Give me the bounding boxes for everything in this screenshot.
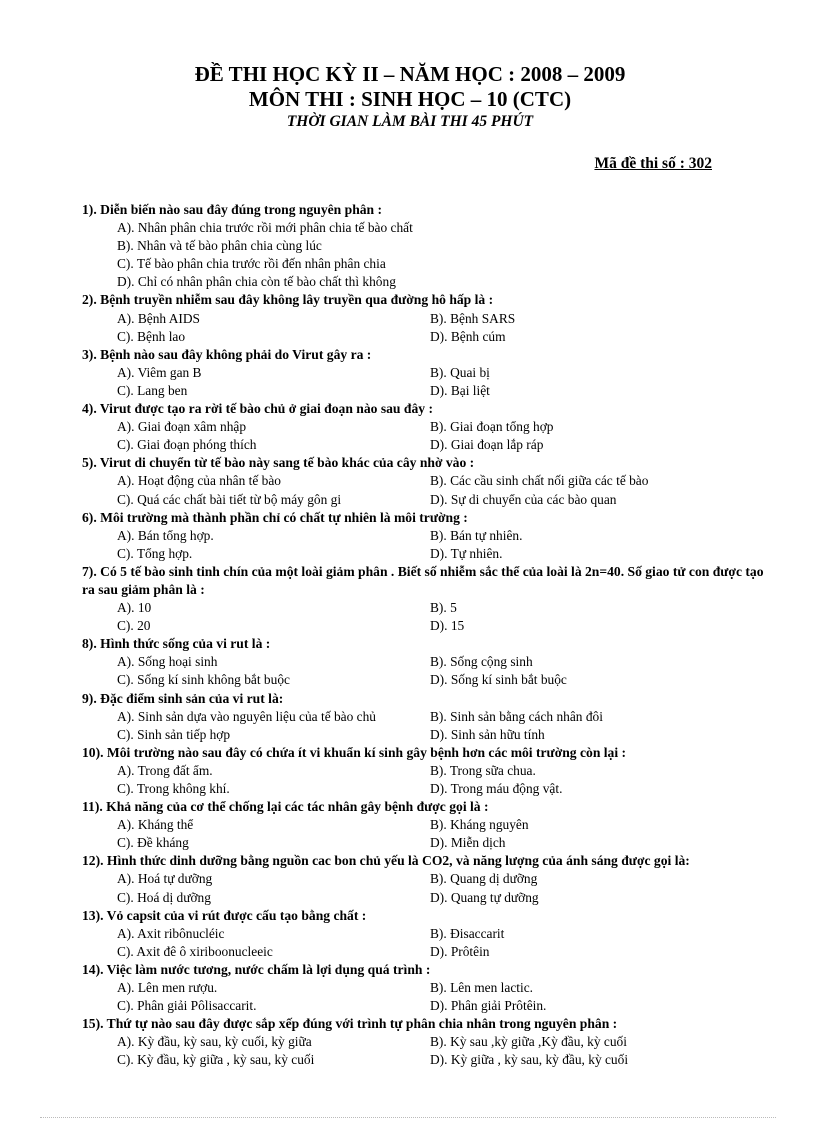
option[interactable]: A). Viêm gan B bbox=[117, 364, 202, 380]
option[interactable]: D). Bệnh cúm bbox=[430, 328, 506, 344]
exam-duration: THỜI GIAN LÀM BÀI THI 45 PHÚT bbox=[286, 113, 534, 130]
question-stem: 3). Bệnh nào sau đây không phải do Virut gây ra : bbox=[82, 346, 372, 362]
option[interactable]: C). Quá các chất bài tiết từ bộ máy gôn gi bbox=[117, 491, 342, 507]
option[interactable]: A). Kỳ đầu, kỳ sau, kỳ cuối, kỳ giữa bbox=[117, 1034, 312, 1050]
question bbox=[82, 563, 772, 635]
option[interactable]: D). Giai đoạn lắp ráp bbox=[430, 437, 544, 453]
question bbox=[82, 1015, 772, 1069]
question bbox=[82, 509, 772, 563]
option[interactable]: B). Kỳ sau ,kỳ giữa ,Kỳ đầu, kỳ cuối bbox=[430, 1034, 627, 1050]
option[interactable]: D). 15 bbox=[430, 618, 465, 634]
question bbox=[82, 907, 772, 961]
question bbox=[82, 454, 772, 508]
option[interactable]: B). 5 bbox=[430, 600, 457, 616]
option[interactable]: A). Bệnh AIDS bbox=[117, 310, 200, 326]
option[interactable]: C). Sinh sản tiếp hợp bbox=[117, 726, 231, 742]
question-stem: 11). Khả năng của cơ thể chống lại các tác nhân gây bệnh được gọi là : bbox=[82, 799, 489, 815]
option[interactable]: A). 10 bbox=[117, 600, 152, 616]
question-stem: 6). Môi trường mà thành phần chỉ có chất tự nhiên là môi trường : bbox=[82, 509, 468, 525]
option[interactable]: C). Axit đê ô xiriboonucleeic bbox=[117, 943, 273, 959]
question-stem: 2). Bệnh truyền nhiễm sau đây không lây truyền qua đường hô hấp là : bbox=[82, 292, 494, 308]
option[interactable]: D). Tự nhiên. bbox=[430, 545, 503, 561]
question-stem: 4). Virut được tạo ra rời tế bào chủ ở giai đoạn nào sau đây : bbox=[82, 401, 433, 417]
option[interactable]: A). Axit ribônucléic bbox=[117, 925, 225, 941]
question bbox=[82, 961, 772, 1015]
option[interactable]: C). Đề kháng bbox=[117, 835, 189, 851]
option[interactable]: D). Quang tự dưỡng bbox=[430, 889, 539, 905]
question bbox=[82, 635, 772, 689]
question-options bbox=[82, 219, 772, 291]
option[interactable]: A). Sinh sản dựa vào nguyên liệu của tế bào chủ bbox=[117, 708, 377, 724]
option[interactable]: C). Kỳ đầu, kỳ giữa , kỳ sau, kỳ cuối bbox=[117, 1052, 315, 1068]
question-stem: 14). Việc làm nước tương, nước chấm là lợi dụng quá trình : bbox=[82, 961, 431, 977]
question bbox=[82, 291, 772, 345]
option[interactable]: D). Sinh sản hữu tính bbox=[430, 726, 545, 742]
question-list bbox=[82, 201, 772, 1070]
option[interactable]: D). Chỉ có nhân phân chia còn tế bào chất thì không bbox=[117, 274, 396, 290]
option[interactable]: B). Đisaccarit bbox=[430, 925, 505, 941]
exam-code: Mã đề thi số : 302 bbox=[594, 155, 712, 172]
question bbox=[82, 201, 772, 291]
option[interactable]: A). Nhân phân chia trước rồi mới phân chia tế bào chất bbox=[117, 220, 413, 236]
option[interactable]: C). Hoá dị dưỡng bbox=[117, 889, 211, 905]
option[interactable]: D). Miễn dịch bbox=[430, 835, 506, 851]
option[interactable]: A). Bán tổng hợp. bbox=[117, 527, 214, 543]
question-stem: 15). Thứ tự nào sau đây được sắp xếp đúng với trình tự phân chia nhân trong nguyên phân : bbox=[82, 1016, 618, 1032]
question bbox=[82, 690, 772, 744]
option[interactable]: D). Sống kí sinh bắt buộc bbox=[430, 672, 567, 688]
option[interactable]: A). Giai đoạn xâm nhập bbox=[117, 419, 247, 435]
option[interactable]: D). Prôtêin bbox=[430, 943, 490, 959]
question-stem: 9). Đặc điểm sinh sản của vi rut là: bbox=[82, 690, 284, 706]
option[interactable]: C). Bệnh lao bbox=[117, 328, 186, 344]
question bbox=[82, 744, 772, 798]
option[interactable]: B). Sống cộng sinh bbox=[430, 654, 533, 670]
question-stem: 10). Môi trường nào sau đây có chứa ít vi khuẩn kí sinh gây bệnh hơn các môi trường còn lại : bbox=[82, 744, 627, 760]
option[interactable]: A). Lên men rượu. bbox=[117, 980, 218, 996]
page-bottom-divider bbox=[40, 1117, 776, 1118]
option[interactable]: C). Lang ben bbox=[117, 382, 188, 398]
option[interactable]: A). Sống hoại sinh bbox=[117, 654, 218, 670]
option[interactable]: D). Phân giải Prôtêin. bbox=[430, 998, 547, 1014]
question-stem: 1). Diễn biến nào sau đây đúng trong nguyên phân : bbox=[82, 202, 383, 217]
option[interactable]: A). Hoá tự dưỡng bbox=[117, 871, 213, 887]
option[interactable]: D). Trong máu động vật. bbox=[430, 781, 563, 796]
exam-title: ĐỀ THI HỌC KỲ II – NĂM HỌC : 2008 – 2009 bbox=[194, 62, 626, 86]
question bbox=[82, 852, 772, 906]
option[interactable]: B). Các cầu sinh chất nối giữa các tế bào bbox=[430, 473, 649, 489]
option[interactable]: C). Tế bào phân chia trước rồi đến nhân phân chia bbox=[117, 256, 386, 272]
option[interactable]: C). Giai đoạn phóng thích bbox=[117, 437, 257, 453]
option[interactable]: B). Bán tự nhiên. bbox=[430, 527, 523, 543]
option[interactable]: C). Phân giải Pôlisaccarit. bbox=[117, 998, 257, 1014]
option[interactable]: B). Bệnh SARS bbox=[430, 310, 516, 326]
option[interactable]: B). Giai đoạn tổng hợp bbox=[430, 419, 554, 435]
option[interactable]: B). Nhân và tế bào phân chia cùng lúc bbox=[117, 238, 322, 254]
option[interactable]: C). Sống kí sinh không bắt buộc bbox=[117, 672, 290, 688]
option[interactable]: D). Bại liệt bbox=[430, 382, 490, 398]
question bbox=[82, 400, 772, 454]
exam-header bbox=[0, 62, 816, 133]
question-stem: 8). Hình thức sống của vi rut là : bbox=[82, 636, 271, 652]
question bbox=[82, 346, 772, 400]
option[interactable]: B). Trong sữa chua. bbox=[430, 762, 536, 778]
option[interactable]: C). Trong không khí. bbox=[117, 781, 230, 796]
option[interactable]: B). Lên men lactic. bbox=[430, 980, 533, 996]
option[interactable]: B). Quang dị dưỡng bbox=[430, 871, 538, 887]
option[interactable]: B). Quai bị bbox=[430, 364, 490, 380]
option[interactable]: D). Kỳ giữa , kỳ sau, kỳ đầu, kỳ cuối bbox=[430, 1052, 629, 1068]
question-stem: 5). Virut di chuyển từ tế bào này sang tế bào khác của cây nhờ vào : bbox=[82, 455, 475, 471]
option[interactable]: B). Kháng nguyên bbox=[430, 817, 529, 833]
question bbox=[82, 798, 772, 852]
option[interactable]: C). Tổng hợp. bbox=[117, 545, 193, 561]
subject-title: MÔN THI : SINH HỌC – 10 (CTC) bbox=[248, 87, 572, 111]
question-stem: 13). Vỏ capsit của vi rút được cấu tạo bằng chất : bbox=[82, 907, 367, 923]
option[interactable]: D). Sự di chuyển của các bào quan bbox=[430, 491, 617, 507]
option[interactable]: C). 20 bbox=[117, 618, 151, 634]
option[interactable]: A). Kháng thể bbox=[117, 817, 194, 833]
option[interactable]: A). Trong đất ẩm. bbox=[117, 762, 213, 778]
option[interactable]: A). Hoạt động của nhân tế bào bbox=[117, 473, 281, 489]
option[interactable]: B). Sinh sản bằng cách nhân đôi bbox=[430, 708, 603, 724]
question-stem: 12). Hình thức dinh dưỡng bằng nguồn cac bon chủ yếu là CO2, và năng lượng của ánh sáng được gọi là: bbox=[82, 853, 690, 869]
question-stem: 7). Có 5 tế bào sinh tinh chín của một loài giảm phân . Biết số nhiễm sắc thể của loài là 2n=40. Số giao tử con được tạo ra sau giảm phân là : bbox=[82, 563, 764, 597]
